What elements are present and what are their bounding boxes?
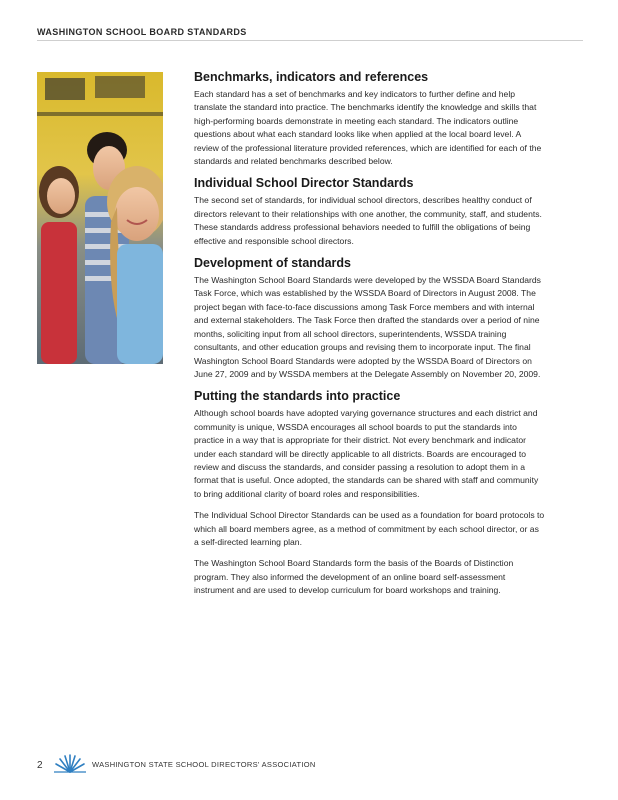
- page-number: 2: [37, 760, 43, 771]
- section-heading: Development of standards: [194, 256, 351, 271]
- main-content: [194, 70, 546, 606]
- section-paragraph: The Washington School Board Standards form the basis of the Boards of Distinction program. They also informed the development of an online board self-assessment instrument and are used to develop curriculum for board workshops and training.: [194, 558, 514, 596]
- sunburst-logo-icon: [52, 754, 88, 774]
- running-head: WASHINGTON SCHOOL BOARD STANDARDS: [37, 27, 247, 37]
- students-photo: [37, 72, 163, 364]
- section-paragraph: Although school boards have adopted varying governance structures and each district and community is unique, WSSDA encourages all school boards to put the standards into practice in a way that is appropriate for their district. Not every benchmark and indicator under each standard will be directly applicable to all districts. Boards are encouraged to review and discuss the standards, and consider passing a resolution to adopt them in a format that is useful. Once adopted, the standards can be shared with staff and community to bring additional clarity of board roles and responsibilities.: [194, 408, 539, 499]
- header-rule: [37, 40, 583, 41]
- section-heading: Individual School Director Standards: [194, 176, 414, 191]
- section-paragraph: The Individual School Director Standards can be used as a foundation for board protocols to which all board members agree, as a method of commitment by each school director, or as a self-directed learning plan.: [194, 510, 545, 547]
- section-paragraph: The Washington School Board Standards were developed by the WSSDA Board Standards Task Force, which was established by the WSSDA Board of Directors in August 2008. The project began with face-to-face discussions among Task Force members and with internal and external stakeholders. The Task Force then drafted the standards over a period of nine months, soliciting input from all school directors, superintendents, WSSDA training consultants, and other education groups and revising them to incorporate input. The final Washington School Board Standards were adopted by the WSSDA Board of Directors on June 27, 2009 and by WSSDA members at the Delegate Assembly on November 20, 2009.: [194, 275, 541, 379]
- section-paragraph: The second set of standards, for individual school directors, describes healthy conduct of directors relevant to their relationships with one another, the community, staff, and students. These standards address professional behaviors needed to fulfill the obligations of being effective and responsible school directors.: [194, 195, 542, 246]
- section-paragraph: Each standard has a set of benchmarks and key indicators to further define and help translate the standard into practice. The benchmarks identify the knowledge and skills that high-performing boards demonstrate in meeting each standard. The indicators outline questions about what each standard looks like when applied at the local board level. A review of the professional literature provided references, which are identified for each of the standards and related benchmarks described below.: [194, 89, 542, 167]
- section-heading: Putting the standards into practice: [194, 389, 401, 404]
- section-heading: Benchmarks, indicators and references: [194, 70, 429, 84]
- footer-organization: WASHINGTON STATE SCHOOL DIRECTORS' ASSOCIATION: [92, 760, 316, 769]
